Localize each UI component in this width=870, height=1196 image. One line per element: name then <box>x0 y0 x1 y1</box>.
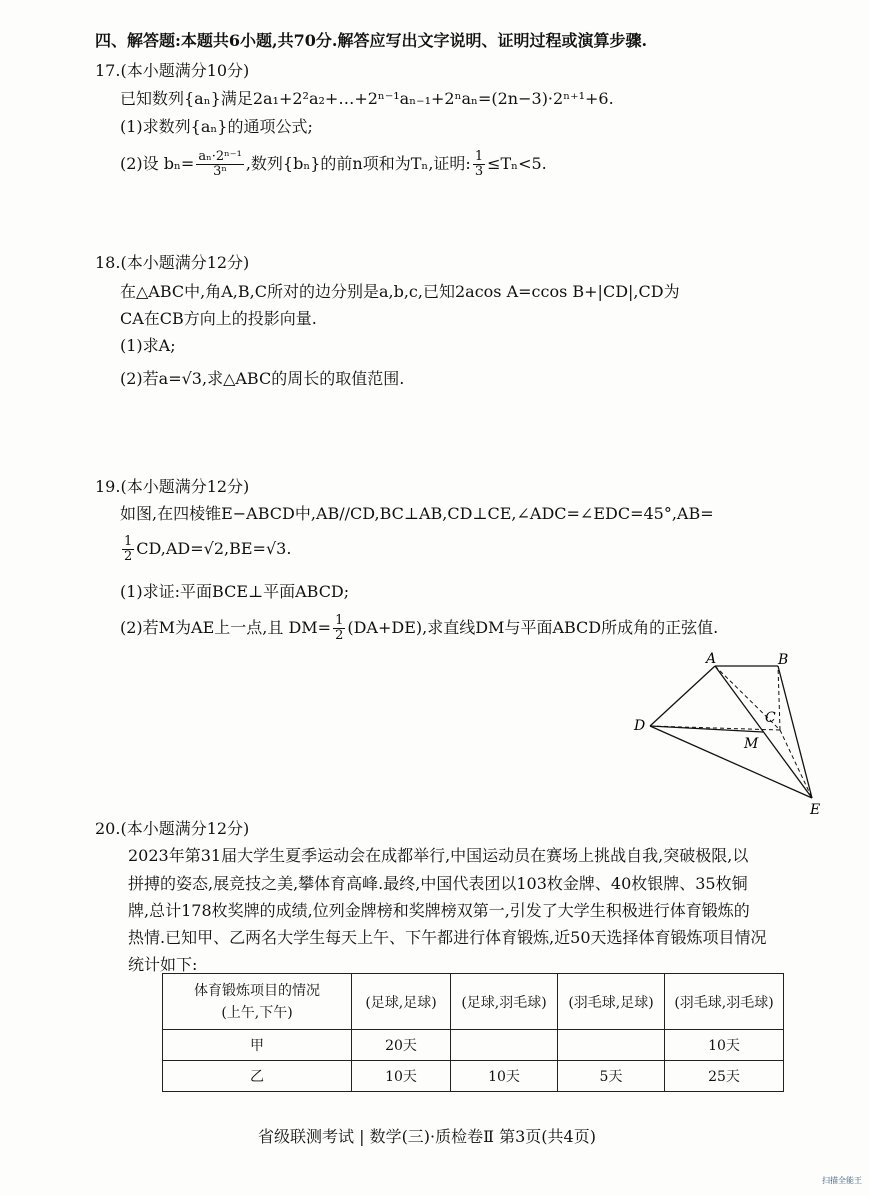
table-cell: 10天 <box>451 1061 558 1092</box>
q19-p2-post: (DA+DE),求直线DM与平面ABCD所成角的正弦值. <box>347 618 719 637</box>
table-col-header: (羽毛球,羽毛球) <box>665 974 784 1030</box>
table-col-header: (足球,足球) <box>352 974 451 1030</box>
q17-bound-numerator: 1 <box>474 149 484 164</box>
q18-title: 18.(本小题满分12分) <box>95 253 250 272</box>
q19-p2-pre: (2)若M为AE上一点,且 DM= <box>120 618 332 637</box>
label-M: M <box>744 736 759 752</box>
q19-half-fraction <box>122 535 134 564</box>
label-D: D <box>634 718 646 734</box>
q17-title: 17.(本小题满分10分) <box>95 61 250 80</box>
q19-half-denominator: 2 <box>124 549 133 564</box>
q19-part1: (1)求证:平面BCE⊥平面ABCD; <box>120 582 350 601</box>
label-C: C <box>765 710 776 726</box>
section-header: 四、解答题:本题共6小题,共70分.解答应写出文字说明、证明过程或演算步骤. <box>95 31 648 50</box>
q19-line2-text: CD,AD=√2,BE=√3. <box>136 539 292 558</box>
q17-b-fraction <box>196 150 243 179</box>
q19-p2-numerator: 1 <box>335 613 344 628</box>
table-cell: 10天 <box>665 1030 784 1061</box>
table-cell <box>558 1030 665 1061</box>
q18-line2: CA在CB方向上的投影向量. <box>120 309 317 328</box>
table-header-line1: 体育锻炼项目的情况 <box>194 982 320 999</box>
table-cell: 25天 <box>665 1061 784 1092</box>
q17-part1: (1)求数列{aₙ}的通项公式; <box>120 117 313 136</box>
table-col-header: (羽毛球,足球) <box>558 974 665 1030</box>
q17-part2 <box>120 150 547 179</box>
table-cell: 20天 <box>352 1030 451 1061</box>
table-cell <box>451 1030 558 1061</box>
q19-p2-denominator: 2 <box>335 628 344 643</box>
table-cell: 10天 <box>352 1061 451 1092</box>
table-header-cell <box>163 974 352 1030</box>
table-header-row <box>163 974 784 1030</box>
table-header-line2: (上午,下午) <box>221 1004 293 1021</box>
q17-p2-post: ,数列{bₙ}的前n项和为Tₙ,证明: <box>245 154 471 173</box>
q17-b-numerator: aₙ·2ⁿ⁻¹ <box>198 149 242 164</box>
q18-line1: 在△ABC中,角A,B,C所对的边分别是a,b,c,已知2acos A=ccos B+|CD|,CD为 <box>120 282 680 301</box>
q20-title: 20.(本小题满分12分) <box>95 819 250 838</box>
q19-title: 19.(本小题满分12分) <box>95 477 250 496</box>
label-A: A <box>706 651 717 667</box>
table-row <box>163 1030 784 1061</box>
q20-line2: 拼搏的姿态,展竞技之美,攀体育高峰.最终,中国代表团以103枚金牌、40枚银牌、35枚铜 <box>128 874 748 893</box>
watermark-logo: 扫描全能王 <box>822 1176 862 1185</box>
table-row <box>163 1061 784 1092</box>
q19-p2-fraction <box>333 614 345 643</box>
q17-bound-fraction <box>473 150 485 179</box>
q17-stem: 已知数列{aₙ}满足2a₁+2²a₂+…+2ⁿ⁻¹aₙ₋₁+2ⁿaₙ=(2n−3)·2ⁿ⁺¹+6. <box>120 89 614 108</box>
q20-line4: 热情.已知甲、乙两名大学生每天上午、下午都进行体育锻炼,近50天选择体育锻炼项目情况 <box>128 928 767 947</box>
q20-line3: 牌,总计178枚奖牌的成绩,位列金牌榜和奖牌榜双第一,引发了大学生积极进行体育锻炼的 <box>128 901 750 920</box>
table-cell: 5天 <box>558 1061 665 1092</box>
q17-p2-end: ≤Tₙ<5. <box>487 154 547 173</box>
q19-part2 <box>120 614 718 643</box>
q18-part1: (1)求A; <box>120 336 176 355</box>
q17-bound-denominator: 3 <box>474 164 484 179</box>
q18-part2: (2)若a=√3,求△ABC的周长的取值范围. <box>120 369 405 388</box>
q17-b-denominator: 3ⁿ <box>213 164 228 179</box>
page-footer: 省级联测考试 | 数学(三)·质检卷Ⅱ 第3页(共4页) <box>258 1127 596 1146</box>
q20-line5: 统计如下: <box>128 955 198 974</box>
q19-half-numerator: 1 <box>124 534 133 549</box>
q20-line1: 2023年第31届大学生夏季运动会在成都举行,中国运动员在赛场上挑战自我,突破极限,以 <box>128 846 749 865</box>
label-E: E <box>810 802 821 818</box>
q19-line1: 如图,在四棱锥E−ABCD中,AB//CD,BC⊥AB,CD⊥CE,∠ADC=∠EDC=45°,AB= <box>120 504 714 523</box>
exercise-table <box>162 973 784 1092</box>
q17-p2-pre: (2)设 bₙ= <box>120 154 195 173</box>
pyramid-figure <box>630 648 830 818</box>
label-B: B <box>778 652 789 668</box>
q19-line2 <box>120 535 291 564</box>
table-col-header: (足球,羽毛球) <box>451 974 558 1030</box>
table-row-label: 甲 <box>163 1030 352 1061</box>
table-row-label: 乙 <box>163 1061 352 1092</box>
